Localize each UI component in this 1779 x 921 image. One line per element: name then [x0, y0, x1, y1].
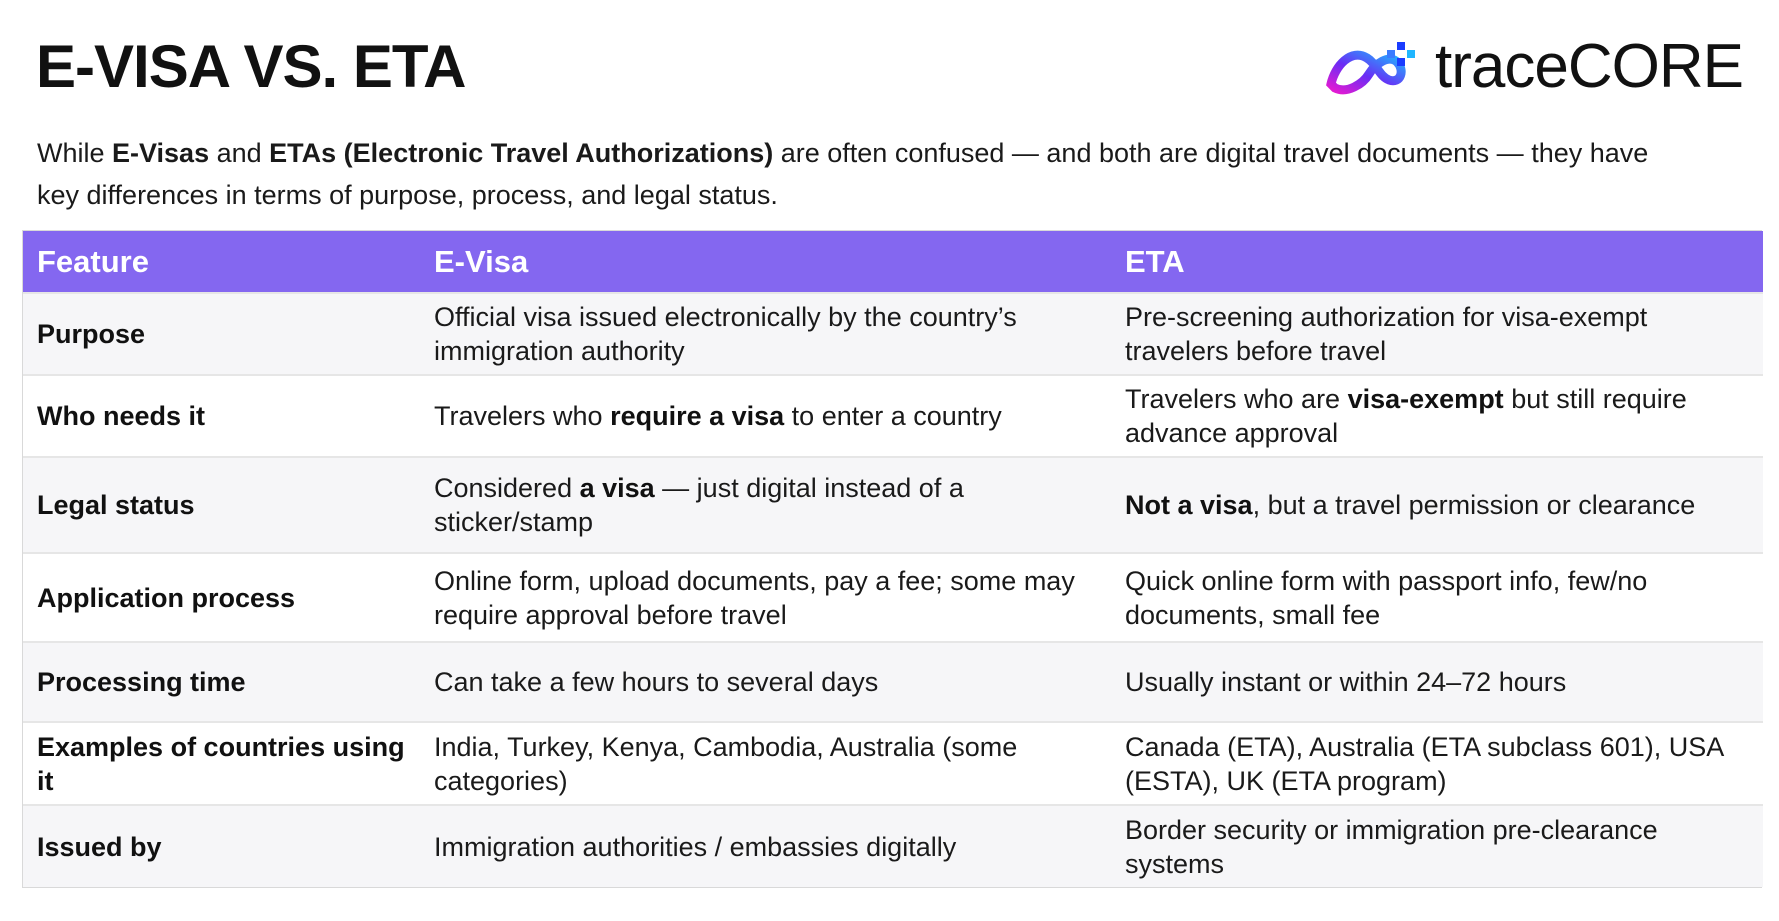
table-header-row — [23, 231, 1763, 293]
evisa-cell — [420, 293, 1111, 375]
table-row — [23, 805, 1763, 887]
evisa-cell — [420, 805, 1111, 887]
eta-cell — [1111, 642, 1763, 722]
eta-cell — [1111, 805, 1763, 887]
cell-text: but still require advance approval — [1125, 384, 1687, 448]
cell-text: Can take a few hours to several days — [434, 667, 879, 697]
table-row — [23, 293, 1763, 375]
header — [36, 26, 1743, 106]
column-header-evisa: E-Visa — [420, 231, 1111, 293]
evisa-cell — [420, 722, 1111, 805]
cell-text: Canada (ETA), Australia (ETA subclass 601), USA (ESTA), UK (ETA program) — [1125, 731, 1723, 796]
evisa-cell — [420, 457, 1111, 553]
comparison-table-wrapper — [22, 230, 1762, 888]
brand-wordmark: traceCORE — [1435, 31, 1743, 101]
page-title: E-VISA VS. ETA — [36, 32, 466, 100]
feature-cell: Examples of countries using it — [23, 722, 420, 805]
cell-text: India, Turkey, Kenya, Cambodia, Australia (some categories) — [434, 731, 1018, 796]
intro-text: and — [209, 138, 270, 168]
intro-paragraph — [37, 132, 1697, 216]
cell-text: Considered — [434, 473, 580, 503]
eta-cell — [1111, 553, 1763, 642]
table-row — [23, 722, 1763, 805]
table-row — [23, 642, 1763, 722]
cell-text: — just digital instead of a sticker/stamp — [434, 473, 964, 537]
cell-text: , but a travel permission or clearance — [1252, 490, 1696, 520]
cell-text: Online form, upload documents, pay a fee; some may require approval before travel — [434, 565, 1075, 630]
intro-text: While — [37, 138, 113, 168]
feature-cell: Application process — [23, 553, 420, 642]
table-row — [23, 375, 1763, 457]
brand-logo — [1325, 31, 1743, 102]
cell-text: Travelers who are — [1125, 384, 1348, 414]
evisa-cell — [420, 375, 1111, 457]
intro-bold-etas: ETAs (Electronic Travel Authorizations) — [269, 138, 774, 168]
intro-bold-evisas: E-Visas — [112, 138, 210, 168]
intro-text: are often confused — and both are digital travel documents — they have key differences in terms of purpose, process, and legal status. — [37, 138, 1649, 210]
cell-bold-text: a visa — [579, 473, 655, 503]
column-header-eta: ETA — [1111, 231, 1763, 293]
feature-cell: Issued by — [23, 805, 420, 887]
feature-cell: Purpose — [23, 293, 420, 375]
cell-text: Border security or immigration pre-clearance systems — [1125, 814, 1658, 879]
tracecore-logo-icon — [1325, 36, 1421, 96]
eta-cell — [1111, 375, 1763, 457]
feature-cell: Processing time — [23, 642, 420, 722]
evisa-cell — [420, 553, 1111, 642]
cell-bold-text: Not a visa — [1125, 490, 1253, 520]
cell-text: Official visa issued electronically by the country’s immigration authority — [434, 302, 1017, 366]
column-header-feature: Feature — [23, 231, 420, 293]
eta-cell — [1111, 722, 1763, 805]
cell-bold-text: require a visa — [610, 401, 785, 431]
feature-cell: Legal status — [23, 457, 420, 553]
cell-bold-text: visa-exempt — [1347, 384, 1504, 414]
eta-cell — [1111, 457, 1763, 553]
cell-text: Immigration authorities / embassies digitally — [434, 831, 957, 862]
cell-text: Pre-screening authorization for visa-exempt travelers before travel — [1125, 302, 1648, 366]
cell-text: Usually instant or within 24–72 hours — [1125, 667, 1567, 697]
eta-cell — [1111, 293, 1763, 375]
cell-text: Quick online form with passport info, few/no documents, small fee — [1125, 565, 1648, 630]
comparison-table — [23, 231, 1763, 887]
cell-text: to enter a country — [784, 401, 1002, 431]
cell-text: Travelers who — [434, 401, 611, 431]
feature-cell: Who needs it — [23, 375, 420, 457]
table-row — [23, 553, 1763, 642]
evisa-cell — [420, 642, 1111, 722]
table-row — [23, 457, 1763, 553]
